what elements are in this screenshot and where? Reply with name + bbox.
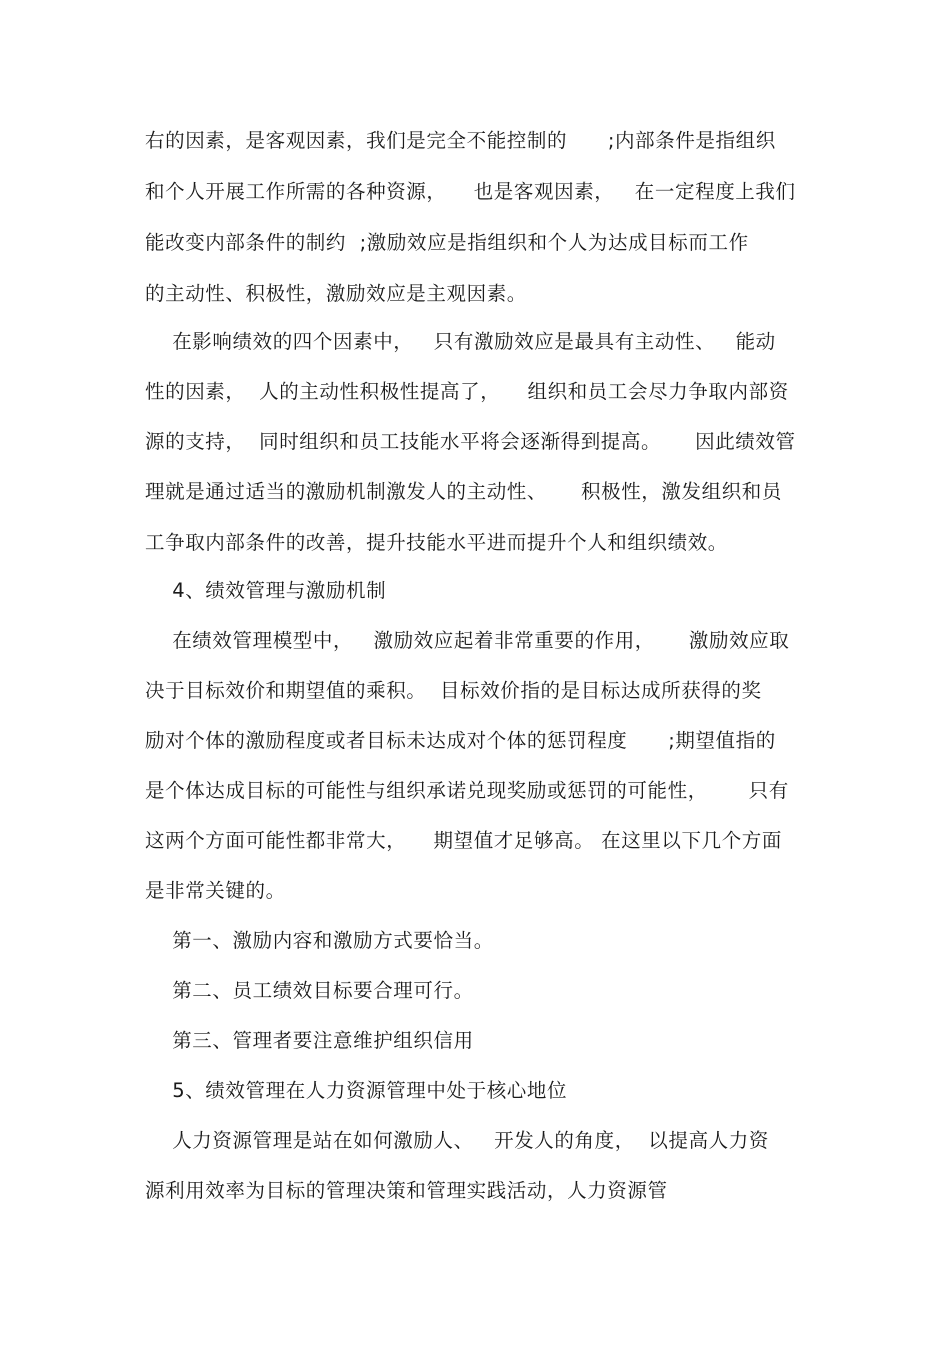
text-line: 工争取内部条件的改善，提升技能水平进而提升个人和组织绩效。: [145, 531, 728, 554]
text-line: 源的支持， 同时组织和员工技能水平将会逐渐得到提高。 因此绩效管: [145, 430, 796, 453]
text-line: 和个人开展工作所需的各种资源， 也是客观因素， 在一定程度上我们: [145, 180, 796, 203]
list-item: 第二、员工绩效目标要合理可行。: [145, 979, 474, 1002]
list-item: 第三、管理者要注意维护组织信用: [145, 1029, 474, 1052]
text-line: 是非常关键的。: [145, 879, 286, 902]
text-line: 是个体达成目标的可能性与组织承诺兑现奖励或惩罚的可能性， 只有: [145, 779, 789, 802]
text-line: 的主动性、积极性，激励效应是主观因素。: [145, 282, 527, 305]
text-line: 右的因素，是客观因素，我们是完全不能控制的 ;内部条件是指组织: [145, 129, 776, 152]
text-line: 理就是通过适当的激励机制激发人的主动性、 积极性，激发组织和员: [145, 480, 782, 503]
text-line: 励对个体的激励程度或者目标未达成对个体的惩罚程度 ;期望值指的: [145, 729, 776, 752]
text-line: 在绩效管理模型中， 激励效应起着非常重要的作用， 激励效应取: [145, 629, 790, 652]
list-item: 第一、激励内容和激励方式要恰当。: [145, 929, 494, 952]
text-line: 这两个方面可能性都非常大， 期望值才足够高。 在这里以下几个方面: [145, 829, 782, 852]
text-line: 决于目标效价和期望值的乘积。 目标效价指的是目标达成所获得的奖: [145, 679, 762, 702]
text-line: 在影响绩效的四个因素中， 只有激励效应是最具有主动性、 能动: [145, 330, 776, 353]
text-line: 能改变内部条件的制约 ;激励效应是指组织和个人为达成目标而工作: [145, 231, 749, 254]
text-line: 人力资源管理是站在如何激励人、 开发人的角度， 以提高人力资: [145, 1129, 769, 1152]
text-line: 源利用效率为目标的管理决策和管理实践活动，人力资源管: [145, 1179, 668, 1202]
section-heading: 5、绩效管理在人力资源管理中处于核心地位: [145, 1079, 568, 1102]
text-line: 性的因素， 人的主动性积极性提高了， 组织和员工会尽力争取内部资: [145, 380, 789, 403]
section-heading: 4、绩效管理与激励机制: [145, 579, 387, 602]
